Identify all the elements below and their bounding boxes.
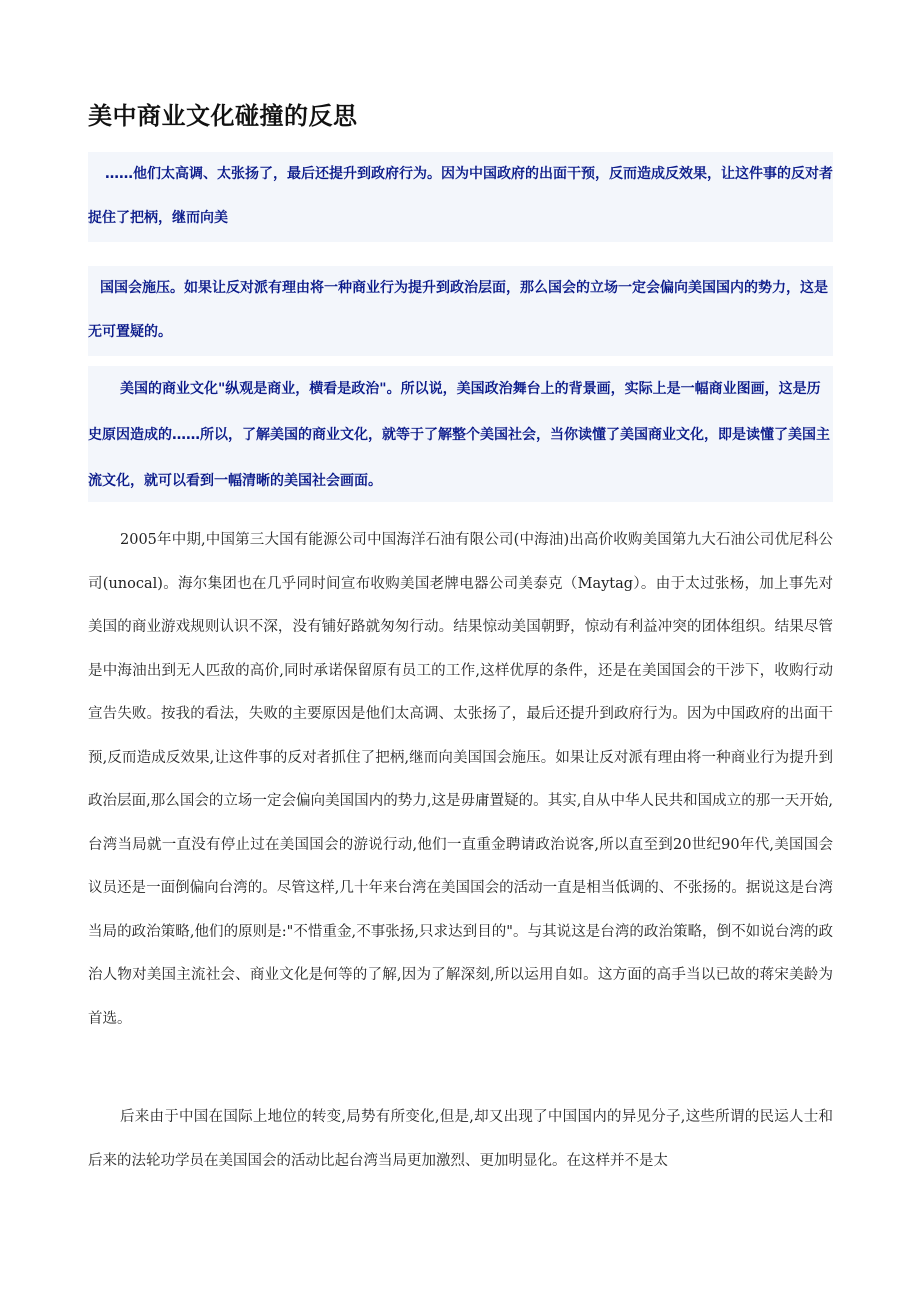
page-title: 美中商业文化碰撞的反思 <box>88 102 358 130</box>
quote-block-3: 美国的商业文化"纵观是商业，横看是政治"。所以说，美国政治舞台上的背景画，实际上是一幅商业图画，这是历史原因造成的……所以，了解美国的商业文化，就等于了解整个美国社会，当你读懂了美国商业文化，即是读懂了美国主流文化，就可以看到一幅清晰的美国社会画面。 <box>88 366 833 502</box>
quote-block-2: 国国会施压。如果让反对派有理由将一种商业行为提升到政治层面，那么国会的立场一定会偏向美国国内的势力，这是无可置疑的。 <box>88 266 833 356</box>
quote-block-1: ……他们太高调、太张扬了，最后还提升到政府行为。因为中国政府的出面干预，反而造成反效果，让这件事的反对者捉住了把柄，继而向美 <box>88 152 833 242</box>
body-paragraph-1: 2005年中期,中国第三大国有能源公司中国海洋石油有限公司(中海油)出高价收购美国第九大石油公司优尼科公司(unocal)。海尔集团也在几乎同时间宣布收购美国老牌电器公司美泰克（Maytag）。由于太过张杨，加上事先对美国的商业游戏规则认识不深，没有铺好路就匆匆行动。结果惊动美国朝野，惊动有利益冲突的团体组织。结果尽管是中海油出到无人匹敌的高价,同时承诺保留原有员工的工作,这样优厚的条件，还是在美国国会的干涉下，收购行动宣告失败。按我的看法，失败的主要原因是他们太高调、太张扬了，最后还提升到政府行为。因为中国政府的出面干预,反而造成反效果,让这件事的反对者抓住了把柄,继而向美国国会施压。如果让反对派有理由将一种商业行为提升到政治层面,那么国会的立场一定会偏向美国国内的势力,这是毋庸置疑的。其实,自从中华人民共和国成立的那一天开始,台湾当局就一直没有停止过在美国国会的游说行动,他们一直重金聘请政治说客,所以直至到20世纪90年代,美国国会议员还是一面倒偏向台湾的。尽管这样,几十年来台湾在美国国会的活动一直是相当低调的、不张扬的。据说这是台湾当局的政治策略,他们的原则是:"不惜重金,不事张扬,只求达到目的"。与其说这是台湾的政治策略，倒不如说台湾的政治人物对美国主流社会、商业文化是何等的了解,因为了解深刻,所以运用自如。这方面的高手当以已故的蒋宋美龄为首选。 <box>88 532 833 1027</box>
body-paragraph-2: 后来由于中国在国际上地位的转变,局势有所变化,但是,却又出现了中国国内的异见分子,这些所谓的民运人士和后来的法轮功学员在美国国会的活动比起台湾当局更加激烈、更加明显化。在这样并不是太 <box>88 1109 833 1169</box>
